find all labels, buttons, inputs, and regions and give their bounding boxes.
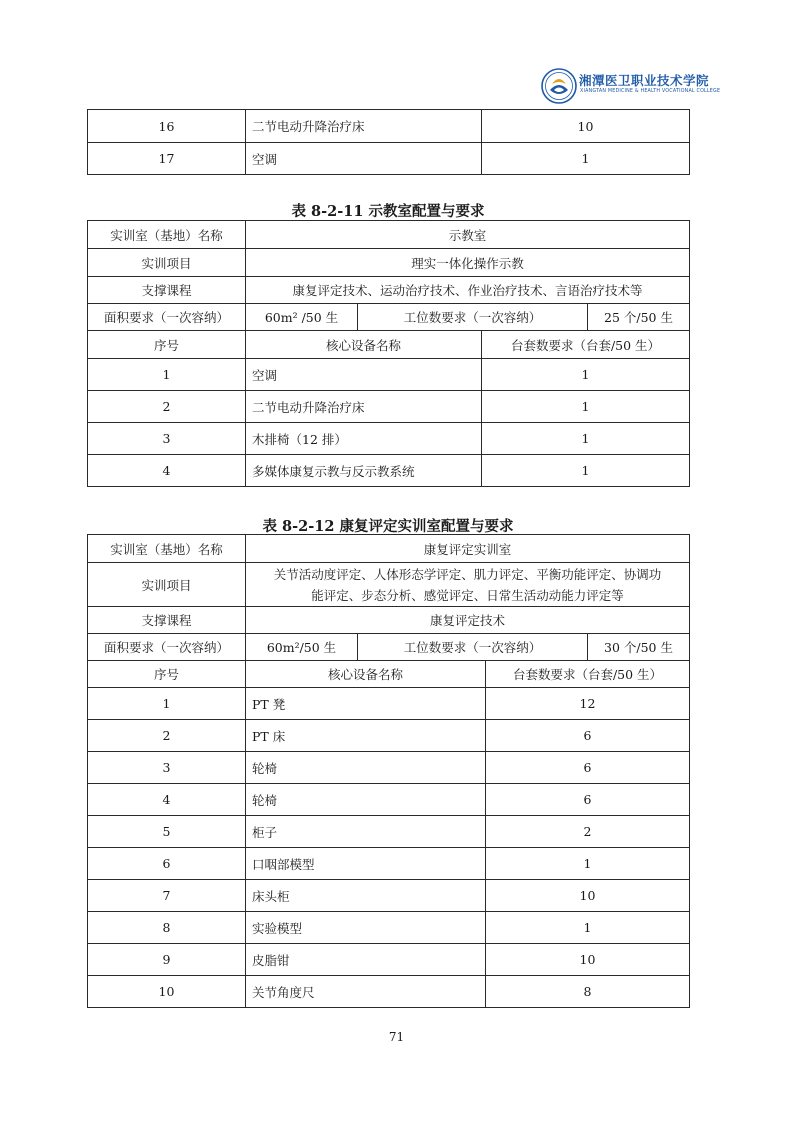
cell-no: 9: [88, 944, 246, 976]
table-row: [88, 912, 690, 944]
course-label: 支撑课程: [88, 277, 246, 304]
col-header-no: 序号: [88, 331, 246, 359]
cell-name: 轮椅: [246, 752, 486, 784]
table-row: [88, 143, 690, 175]
cell-name: 皮脂钳: [246, 944, 486, 976]
room-label: 实训室（基地）名称: [88, 221, 246, 249]
cell-name: 空调: [246, 359, 482, 391]
station-value: 30 个/50 生: [588, 634, 690, 661]
page-number: 71: [388, 1030, 405, 1044]
table-row: [88, 423, 690, 455]
area-value: 60m² /50 生: [246, 304, 358, 331]
project-value-line-1: 关节活动度评定、人体形态学评定、肌力评定、平衡功能评定、协调功: [273, 566, 662, 582]
table-caption-8-2-11: 表 8-2-11 示教室配置与要求: [291, 203, 485, 220]
cell-qty: 6: [486, 720, 690, 752]
college-emblem-icon: [541, 68, 577, 104]
cell-name: 多媒体康复示教与反示教系统: [246, 455, 482, 487]
logo-text-en: XIANGTAN MEDICINE & HEALTH VOCATIONAL COLLEGE: [580, 89, 721, 94]
cell-qty: 10: [482, 110, 690, 143]
cell-name: 实验模型: [246, 912, 486, 944]
cell-qty: 1: [482, 391, 690, 423]
table-row: [88, 535, 690, 563]
cell-qty: 10: [486, 944, 690, 976]
col-header-qty: 台套数要求（台套/50 生）: [486, 661, 690, 688]
station-value: 25 个/50 生: [588, 304, 690, 331]
cell-qty: 1: [486, 912, 690, 944]
logo-text-cn: 湘潭医卫职业技术学院: [579, 73, 710, 88]
cell-name: PT 床: [246, 720, 486, 752]
table-8-2-12: [87, 534, 690, 1008]
table-row: [88, 110, 690, 143]
cell-name: 二节电动升降治疗床: [246, 391, 482, 423]
area-label: 面积要求（一次容纳）: [88, 304, 246, 331]
cell-name: 空调: [246, 143, 482, 175]
table-row: [88, 607, 690, 634]
table-row: [88, 848, 690, 880]
cell-qty: 2: [486, 816, 690, 848]
table-row: [88, 249, 690, 277]
project-label: 实训项目: [88, 563, 246, 607]
continued-table: [87, 109, 690, 175]
col-header-name: 核心设备名称: [246, 331, 482, 359]
area-label: 面积要求（一次容纳）: [88, 634, 246, 661]
cell-qty: 1: [482, 423, 690, 455]
table-row: [88, 634, 690, 661]
station-label: 工位数要求（一次容纳）: [358, 304, 588, 331]
cell-qty: 12: [486, 688, 690, 720]
cell-qty: 1: [482, 455, 690, 487]
course-label: 支撑课程: [88, 607, 246, 634]
table-header-row: [88, 331, 690, 359]
project-label: 实训项目: [88, 249, 246, 277]
room-value: 示教室: [246, 221, 690, 249]
course-value: 康复评定技术、运动治疗技术、作业治疗技术、言语治疗技术等: [246, 277, 690, 304]
table-8-2-11: [87, 220, 690, 487]
cell-no: 3: [88, 423, 246, 455]
cell-no: 8: [88, 912, 246, 944]
cell-name: 柜子: [246, 816, 486, 848]
cell-qty: 1: [482, 143, 690, 175]
cell-qty: 6: [486, 752, 690, 784]
room-label: 实训室（基地）名称: [88, 535, 246, 563]
table-row: [88, 976, 690, 1008]
col-header-qty: 台套数要求（台套/50 生）: [482, 331, 690, 359]
cell-no: 5: [88, 816, 246, 848]
cell-no: 7: [88, 880, 246, 912]
cell-qty: 10: [486, 880, 690, 912]
course-value: 康复评定技术: [246, 607, 690, 634]
table-row: [88, 359, 690, 391]
station-label: 工位数要求（一次容纳）: [358, 634, 588, 661]
table-row: [88, 944, 690, 976]
table-row: [88, 221, 690, 249]
col-header-no: 序号: [88, 661, 246, 688]
cell-name: 关节角度尺: [246, 976, 486, 1008]
table-header-row: [88, 661, 690, 688]
project-value: 理实一体化操作示教: [246, 249, 690, 277]
cell-qty: 6: [486, 784, 690, 816]
cell-name: 轮椅: [246, 784, 486, 816]
cell-no: 6: [88, 848, 246, 880]
cell-no: 1: [88, 688, 246, 720]
cell-name: 床头柜: [246, 880, 486, 912]
table-row: [88, 304, 690, 331]
area-value: 60m²/50 生: [246, 634, 358, 661]
room-value: 康复评定实训室: [246, 535, 690, 563]
project-value-line-2: 能评定、步态分析、感觉评定、日常生活动动能力评定等: [311, 587, 624, 603]
cell-qty: 1: [486, 848, 690, 880]
cell-name: 木排椅（12 排）: [246, 423, 482, 455]
cell-no: 3: [88, 752, 246, 784]
table-row: [88, 277, 690, 304]
table-row: [88, 563, 690, 607]
table-row: [88, 688, 690, 720]
cell-no: 2: [88, 720, 246, 752]
cell-no: 1: [88, 359, 246, 391]
cell-qty: 1: [482, 359, 690, 391]
cell-name: PT 凳: [246, 688, 486, 720]
cell-no: 17: [88, 143, 246, 175]
cell-no: 16: [88, 110, 246, 143]
cell-name: 口咽部模型: [246, 848, 486, 880]
college-logo: [541, 64, 721, 112]
table-row: [88, 455, 690, 487]
project-value: [246, 563, 690, 607]
table-row: [88, 816, 690, 848]
table-caption-8-2-12: 表 8-2-12 康复评定实训室配置与要求: [262, 518, 514, 535]
col-header-name: 核心设备名称: [246, 661, 486, 688]
cell-no: 4: [88, 784, 246, 816]
cell-no: 2: [88, 391, 246, 423]
cell-no: 10: [88, 976, 246, 1008]
cell-no: 4: [88, 455, 246, 487]
cell-name: 二节电动升降治疗床: [246, 110, 482, 143]
table-row: [88, 720, 690, 752]
table-row: [88, 880, 690, 912]
cell-qty: 8: [486, 976, 690, 1008]
table-row: [88, 784, 690, 816]
table-row: [88, 752, 690, 784]
table-row: [88, 391, 690, 423]
